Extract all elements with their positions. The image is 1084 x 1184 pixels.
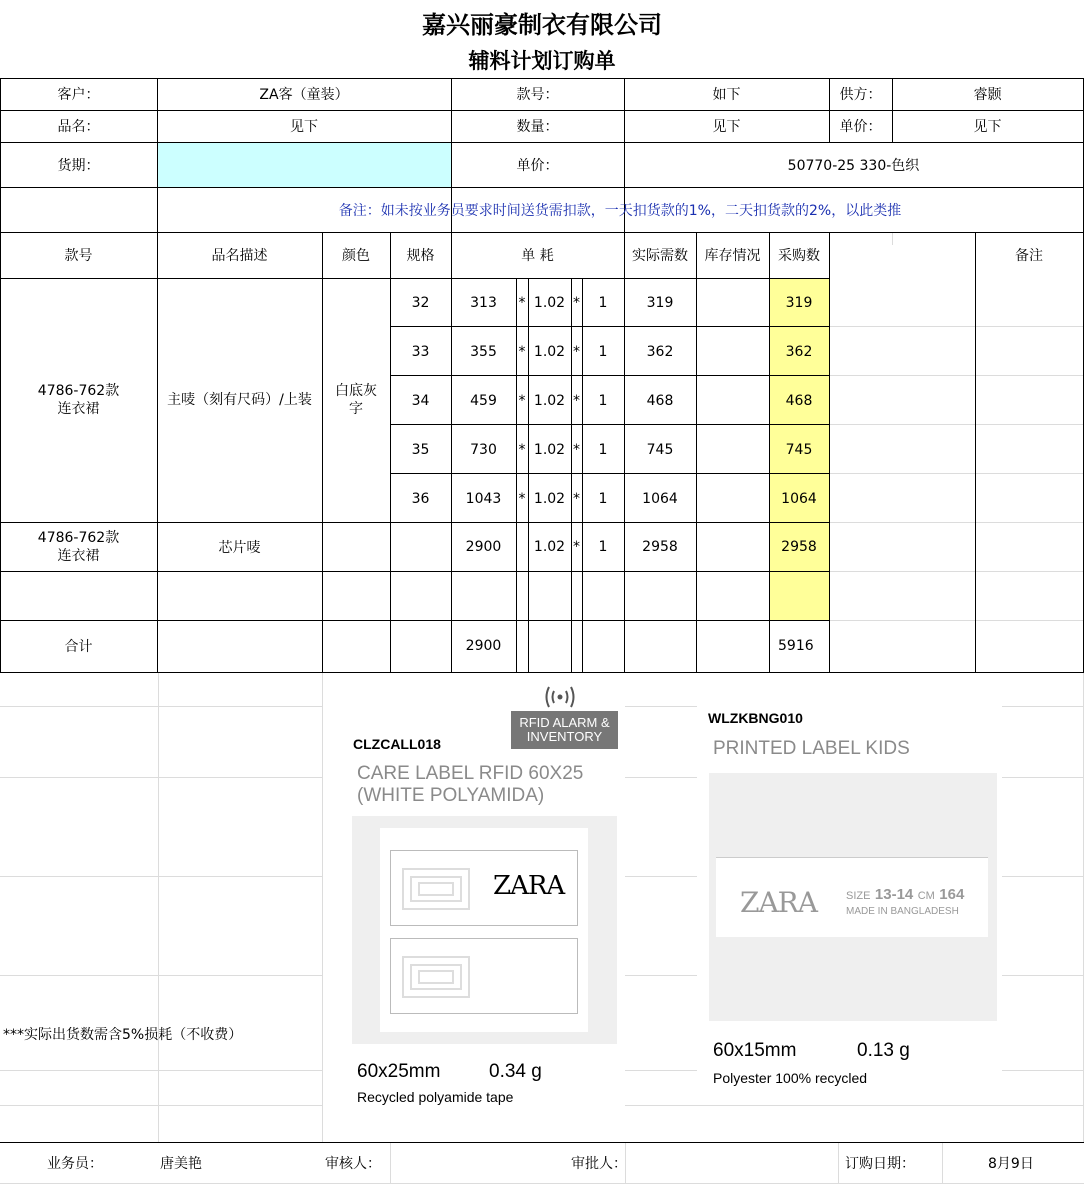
purchase-cell: 745 — [785, 441, 813, 458]
col-desc: 品名描述 — [211, 248, 268, 264]
style-value: 如下 — [712, 87, 741, 103]
op-cell: * — [573, 538, 580, 555]
total-qty: 2900 — [465, 638, 502, 654]
col-color: 颜色 — [342, 248, 370, 264]
label-code: WLZKBNG010 — [708, 710, 803, 726]
zara-logo: ZARA — [740, 886, 817, 919]
label-material: Recycled polyamide tape — [357, 1089, 514, 1105]
rfid-tag-bottom — [390, 938, 578, 1014]
cm-number: 164 — [939, 886, 965, 903]
op-cell: * — [518, 490, 526, 507]
purchase-cell: 2958 — [781, 538, 817, 555]
rate-cell: 1.02 — [533, 490, 566, 507]
label-preview — [709, 773, 997, 1021]
qty-cell: 730 — [470, 441, 497, 458]
mult-cell: 1 — [598, 441, 608, 458]
qty-cell: 355 — [470, 343, 497, 360]
delivery-date-input[interactable] — [158, 143, 451, 187]
need-cell: 2958 — [642, 538, 678, 555]
rate-cell: 1.02 — [533, 538, 566, 555]
col-style: 款号 — [64, 248, 93, 264]
mult-cell: 1 — [598, 490, 608, 507]
order-date-label: 订购日期： — [845, 1156, 915, 1172]
customer-value: ZA客（童装） — [259, 87, 349, 103]
style-label: 款号： — [516, 87, 559, 103]
made-in: MADE IN BANGLADESH — [846, 906, 959, 917]
size-cell: 34 — [411, 392, 430, 409]
op-cell: * — [518, 343, 526, 360]
label-weight: 0.13 g — [857, 1040, 910, 1061]
size-number: 13-14 — [874, 886, 914, 903]
purchase-cell: 468 — [785, 392, 813, 409]
qty-cell: 459 — [470, 392, 497, 409]
need-cell: 1064 — [642, 490, 678, 507]
label-title: CARE LABEL RFID 60X25 (WHITE POLYAMIDA) — [357, 763, 584, 806]
total-purchase: 5916 — [778, 638, 814, 654]
group2-style: 4786-762款 连衣裙 — [37, 529, 120, 564]
size-cell: 35 — [411, 441, 430, 458]
qty-label: 数量： — [516, 119, 559, 135]
col-actual-need: 实际需数 — [632, 248, 688, 264]
rate-cell: 1.02 — [533, 441, 566, 458]
zara-logo: ZARA — [493, 871, 565, 901]
delivery-label: 货期： — [57, 157, 100, 174]
group1-style: 4786-762款 连衣裙 — [37, 383, 120, 417]
qty-cell: 2900 — [465, 538, 502, 555]
order-date-value: 8月9日 — [988, 1156, 1034, 1172]
group2-desc: 芯片唛 — [218, 539, 261, 556]
op-cell: * — [573, 490, 580, 507]
label-weight: 0.34 g — [489, 1061, 542, 1082]
mult-cell: 1 — [598, 343, 608, 360]
loss-note: ***实际出货数需含5%损耗（不收费） — [3, 1027, 243, 1043]
purchase-cell: 319 — [785, 294, 813, 311]
op-cell: * — [573, 392, 580, 409]
mult-cell: 1 — [598, 392, 608, 409]
label-code: CLZCALL018 — [353, 736, 441, 752]
col-purchase: 采购数 — [778, 248, 820, 264]
qty-cell: 1043 — [465, 490, 502, 507]
col-size: 规格 — [406, 248, 435, 264]
total-label: 合计 — [64, 639, 93, 655]
op-cell: * — [573, 294, 580, 311]
need-cell: 319 — [646, 294, 674, 311]
care-label-image — [323, 673, 625, 1142]
printed-label — [716, 857, 988, 937]
need-cell: 745 — [646, 441, 674, 458]
op-cell: * — [518, 294, 526, 311]
supplier-label: 供方： — [839, 87, 882, 103]
sales-value: 唐美艳 — [160, 1156, 202, 1172]
remark-note: 备注：如未按业务员要求时间送货需扣款，一天扣货款的1%，二天扣货款的2%，以此类推 — [338, 202, 902, 219]
document-title: 辅料计划订购单 — [468, 48, 616, 73]
label-size: 60x25mm — [357, 1061, 441, 1082]
label-size-info — [846, 886, 964, 904]
op-cell: * — [573, 441, 580, 458]
label-preview — [352, 816, 617, 1044]
op-cell: * — [518, 392, 526, 409]
review-label: 审核人： — [325, 1156, 381, 1172]
col-stock: 库存情况 — [704, 248, 761, 264]
qty-value: 见下 — [712, 119, 741, 135]
product-label: 品名： — [57, 119, 100, 135]
mult-cell: 1 — [598, 538, 608, 555]
rate-cell: 1.02 — [533, 294, 566, 311]
group1-color: 白底灰字 — [335, 383, 377, 417]
rfid-badge: RFID ALARM & INVENTORY — [511, 711, 618, 749]
qty-cell: 313 — [470, 294, 497, 311]
rfid-signal-icon — [542, 685, 578, 709]
op-cell: * — [573, 343, 580, 360]
cm-word: CM — [917, 890, 935, 902]
need-cell: 468 — [646, 392, 674, 409]
price-label: 单价： — [839, 119, 882, 135]
rate-cell: 1.02 — [533, 392, 566, 409]
rate-cell: 1.02 — [533, 343, 566, 360]
company-title: 嘉兴丽豪制衣有限公司 — [422, 9, 662, 39]
price2-label: 单价： — [516, 157, 559, 174]
price-value: 见下 — [973, 119, 1002, 135]
label-title: PRINTED LABEL KIDS — [713, 738, 910, 759]
size-word: SIZE — [846, 890, 871, 902]
group1-desc: 主唛（刻有尺码）/上装 — [167, 392, 312, 408]
rfid-tag-top — [390, 850, 578, 926]
purchase-cell: 362 — [785, 343, 813, 360]
mult-cell: 1 — [598, 294, 608, 311]
size-cell: 36 — [411, 490, 430, 507]
label-sheet — [380, 828, 588, 1032]
customer-label: 客户： — [57, 87, 100, 103]
sales-label: 业务员： — [47, 1156, 103, 1172]
printed-label-image — [697, 690, 1002, 1094]
size-cell: 32 — [411, 294, 430, 311]
product-value: 见下 — [290, 119, 318, 135]
purchase-cell: 1064 — [781, 490, 817, 507]
price2-value: 50770-25 330-色织 — [787, 157, 920, 174]
op-cell: * — [518, 441, 526, 458]
label-size: 60x15mm — [713, 1040, 797, 1061]
col-remark: 备注 — [1015, 248, 1043, 264]
need-cell: 362 — [646, 343, 674, 360]
supplier-value: 睿颢 — [973, 87, 1002, 103]
size-cell: 33 — [411, 343, 430, 360]
approve-label: 审批人： — [571, 1156, 627, 1172]
label-material: Polyester 100% recycled — [713, 1070, 868, 1086]
col-unit-consumption: 单 耗 — [521, 248, 554, 264]
